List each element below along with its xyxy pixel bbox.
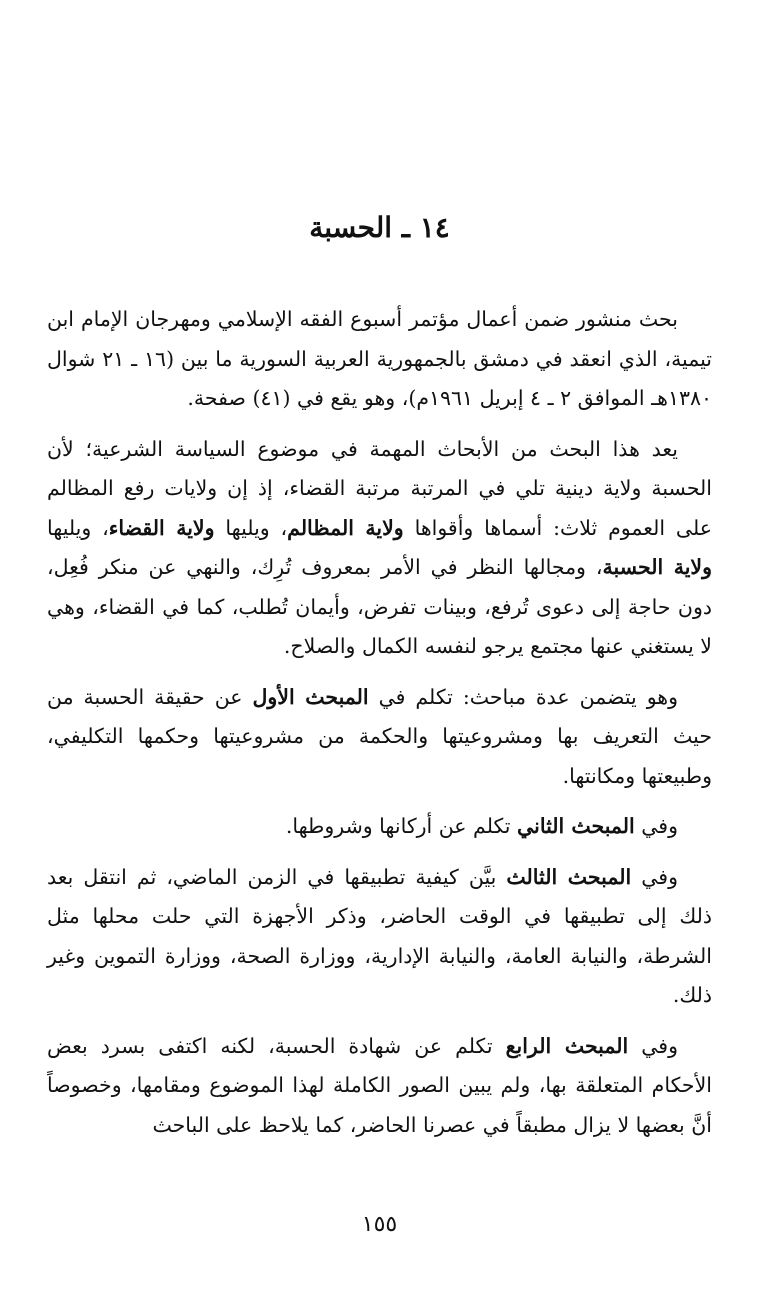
paragraph-second-section — [47, 807, 712, 847]
bold-term: المبحث الرابع — [505, 1033, 629, 1058]
section-title: ١٤ ـ الحسبة — [309, 211, 450, 244]
bold-term: ولاية الحسبة — [602, 555, 712, 579]
text-span: تكلم عن أركانها وشروطها. — [285, 814, 518, 838]
text-span: وهو يتضمن عدة مباحث: تكلم في — [368, 684, 678, 709]
paragraph-fourth-section — [47, 1027, 712, 1146]
text-span: تكلم عن شهادة الحسبة، لكنه اكتفى بسرد بعض الأحكام المتعلقة بها، ولم يبين الصور الكاملة لهذا الموضوع ومقامها، وخصوصاً أنَّ بعضها لا يزال مطبقاً في عصرنا الحاضر، كما يلاحظ على الباحث — [47, 1033, 712, 1137]
paragraph-importance — [47, 430, 712, 667]
page-body — [47, 300, 712, 1145]
text-span: وفي — [628, 1033, 678, 1058]
paragraph-third-section — [47, 858, 712, 1016]
bold-term: ولاية المظالم — [287, 515, 404, 540]
bold-term: المبحث الثالث — [506, 864, 632, 889]
text-span: وفي — [631, 864, 678, 889]
paragraph-publication-info: بحث منشور ضمن أعمال مؤتمر أسبوع الفقه الإسلامي ومهرجان الإمام ابن تيمية، الذي انعقد في دمشق بالجمهورية العربية السورية ما بين (١٦ ـ ٢١ شوال ١٣٨٠هـ الموافق ٢ ـ ٤ إبريل ١٩٦١م)، وهو يقع في (٤١) صفحة. — [47, 307, 712, 410]
text-span: يعد هذا البحث من الأبحاث المهمة في موضوع السياسة الشرعية؛ لأن الحسبة ولاية دينية تلي في المرتبة مرتبة القضاء، إذ إن ولايات رفع المظالم على العموم ثلاث: أسماها وأقواها — [47, 436, 713, 540]
page-number: ١٥٥ — [361, 1212, 398, 1237]
text-span: ، ومجالها النظر في الأمر بمعروف تُرِك، والنهي عن منكر فُعِل، دون حاجة إلى دعوى تُرفع، وبينات تفرض، وأيمان تُطلب، كما في القضاء، وهي لا يستغني عنها مجتمع يرجو لنفسه الكمال والصلاح. — [47, 555, 712, 658]
paragraph-first-section — [47, 678, 712, 797]
text-span: ، ويليها — [214, 515, 288, 540]
bold-term: ولاية القضاء — [108, 515, 215, 540]
text-span: ، ويليها — [47, 515, 109, 540]
text-span: عن حقيقة الحسبة من حيث التعريف بها ومشروعيتها والحكمة من مشروعيتها وحكمها التكليفي، وطبيعتها ومكانتها. — [47, 684, 712, 788]
text-span: بيَّن كيفية تطبيقها في الزمن الماضي، ثم انتقل بعد ذلك إلى تطبيقها في الوقت الحاضر، وذكر الأجهزة التي حلت محلها مثل الشرطة، والنيابة العامة، والنيابة الإدارية، ووزارة الصحة، ووزارة التموين وغير ذلك. — [47, 864, 712, 1007]
text-span: وفي — [634, 814, 678, 838]
bold-term: المبحث الثاني — [517, 814, 635, 838]
bold-term: المبحث الأول — [252, 684, 369, 709]
